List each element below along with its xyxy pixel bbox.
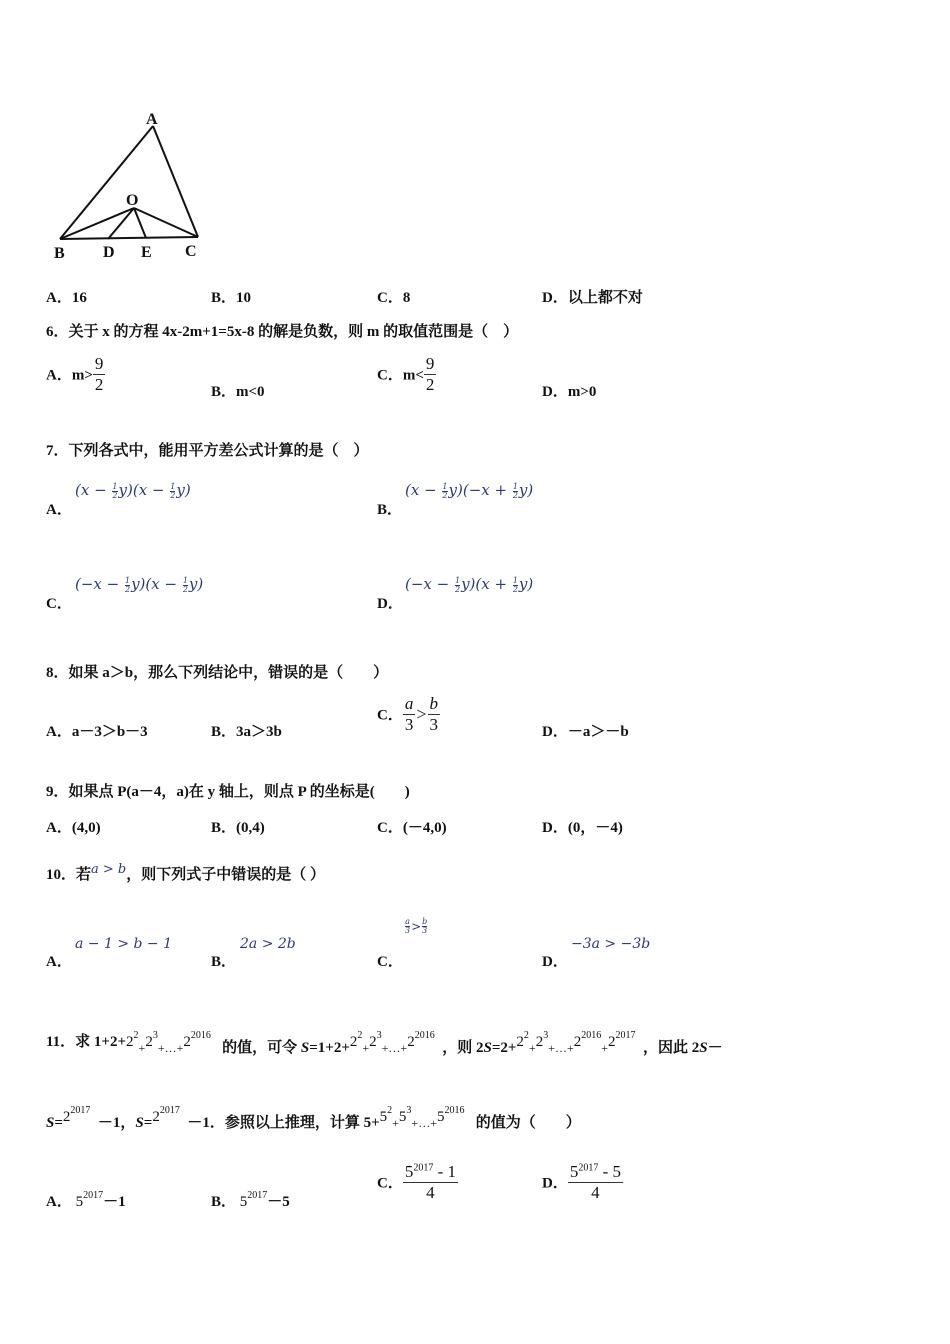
q11-option-a: A． $5^{2017}-1$ (46, 1190, 126, 1210)
q9-stem: 9．如果点 P(a－4，a)在 y 轴上，则点 P 的坐标是( ) (46, 784, 410, 800)
q10-option-d-label: D． (542, 954, 568, 970)
q11-line2: $S=2^{2017} -1$，$S=2^{2017} -1$．参照以上推理，计算 $5+5^2_+5^3_{+\dots+}5^{2016}$ 的值为（ ） (46, 1105, 581, 1131)
q8-option-a: A．a－3＞b－3 (46, 724, 148, 740)
q7-option-d-expr: (−x − $\frac{1}{2}$ y)(x + $\frac{1}{2}$ y) (405, 575, 534, 594)
q10-option-c-label: C． (377, 954, 403, 970)
q8-stem: 8．如果 a＞b，那么下列结论中，错误的是（ ） (46, 665, 389, 681)
triangle-figure (40, 108, 220, 268)
q10-option-b-expr: 2a > 2b (240, 936, 296, 952)
segment-ob (60, 208, 134, 239)
label-d: D (103, 244, 115, 261)
q7-option-b-label: B． (377, 502, 403, 518)
q8-option-c: C． $\frac{a}{3}$ > $\frac{b}{3}$ (377, 694, 438, 734)
q7-stem: 7．下列各式中，能用平方差公式计算的是（ ） (46, 443, 369, 459)
q5-option-a: A．16 (46, 290, 87, 306)
label-o: O (126, 192, 139, 209)
q5-option-b: B．10 (211, 290, 252, 306)
q8-option-d: D．－a＞－b (542, 724, 629, 740)
q5-option-c: C．8 (377, 290, 411, 306)
q10-option-b-label: B． (211, 954, 237, 970)
q6-option-b: B．m<0 (211, 384, 265, 400)
q7-option-a-expr: (x − $\frac{1}{2}$ y)(x − $\frac{1}{2}$ y) (75, 481, 191, 500)
q7-option-b-expr: (x − $\frac{1}{2}$ y)(−x + $\frac{1}{2}$ y) (405, 481, 534, 500)
q6-option-c: C．m< $\frac{9}{2}$ (377, 354, 435, 394)
label-c: C (185, 243, 197, 260)
q11-option-d: D． $\frac{5^{2017} - 5}{4}$ (542, 1162, 622, 1202)
q7-option-d-label: D． (377, 596, 403, 612)
q8-option-b: B．3a＞3b (211, 724, 282, 740)
q9-option-d: D．(0，－4) (542, 820, 623, 836)
q6-option-d: D．m>0 (542, 384, 597, 400)
q10-option-c-expr: $\frac{a}{3}$ > $\frac{b}{3}$ (405, 917, 428, 935)
q9-option-c: C．(－4,0) (377, 820, 447, 836)
q9-option-b: B．(0,4) (211, 820, 265, 836)
label-e: E (141, 244, 152, 261)
q11-line1: 11．求 $1+2+2^2_+2^3_{+\dots+}2^{2016}$ 的值，可令 $S=1+2+2^2_+2^3_{+\dots+}2^{2016}$ ，则 $2S=2+2^2_+2^3_{+\dots+}2^{2016}_+2^{2017}$ ，因此 2S－ (46, 1030, 723, 1056)
side-bc (60, 237, 198, 239)
q9-option-a: A．(4,0) (46, 820, 101, 836)
q7-option-c-expr: (−x − $\frac{1}{2}$ y)(x − $\frac{1}{2}$ y) (75, 575, 204, 594)
q6-stem: 6．关于 x 的方程 4x-2m+1=5x-8 的解是负数，则 m 的取值范围是（ ） (46, 324, 519, 340)
label-b: B (54, 245, 65, 262)
q7-option-c-label: C． (46, 596, 72, 612)
q5-option-d: D．以上都不对 (542, 290, 643, 306)
q10-option-d-expr: −3a > −3b (571, 936, 651, 952)
q7-option-a-label: A． (46, 502, 72, 518)
q11-option-c: C． $\frac{5^{2017} - 1}{4}$ (377, 1162, 457, 1202)
q10-option-a-expr: a − 1 > b − 1 (75, 936, 173, 952)
label-a: A (146, 111, 158, 128)
q10-stem: 10．若a > b，则下列式子中错误的是（ ） (46, 862, 326, 883)
q11-option-b: B． $5^{2017}-5$ (211, 1190, 290, 1210)
q6-option-a: A．m> $\frac{9}{2}$ (46, 354, 104, 394)
q10-option-a-label: A． (46, 954, 72, 970)
